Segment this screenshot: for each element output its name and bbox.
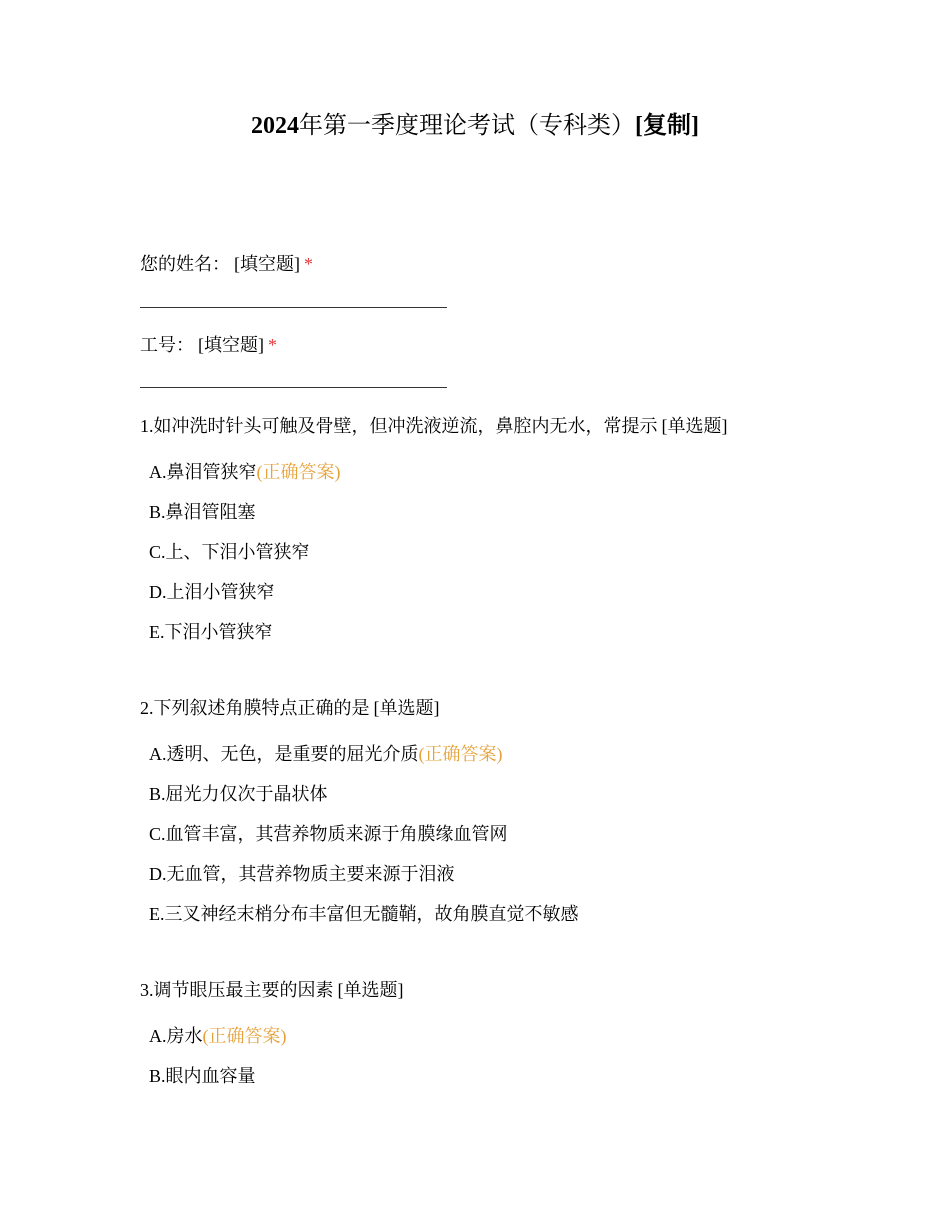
field-type: [填空题] — [198, 335, 264, 355]
option-q3-a[interactable] — [149, 1024, 287, 1048]
option-text: B.屈光力仅次于晶状体 — [149, 784, 328, 804]
option-text: B.鼻泪管阻塞 — [149, 502, 256, 522]
correct-answer-tag: (正确答案) — [202, 1026, 287, 1046]
option-q3-b[interactable] — [149, 1064, 256, 1088]
question-type: [单选题] — [661, 416, 728, 436]
option-q1-d[interactable] — [149, 580, 275, 604]
option-text: E.下泪小管狭窄 — [149, 622, 273, 642]
option-text: A.透明、无色，是重要的屈光介质 — [149, 744, 419, 764]
option-text: A.鼻泪管狭窄 — [149, 462, 257, 482]
option-q1-a[interactable] — [149, 460, 341, 484]
field-label-text: 工号： — [140, 335, 194, 355]
name-field[interactable] — [140, 307, 447, 308]
page-title — [0, 108, 950, 144]
question-text: 2.下列叙述角膜特点正确的是 — [140, 698, 370, 718]
option-text: D.无血管，其营养物质主要来源于泪液 — [149, 864, 455, 884]
question-2 — [140, 696, 440, 720]
option-q1-e[interactable] — [149, 620, 273, 644]
required-mark: * — [268, 335, 277, 355]
correct-answer-tag: (正确答案) — [418, 744, 503, 764]
field-label-text: 您的姓名： — [140, 254, 230, 274]
employee-id-field[interactable] — [140, 387, 447, 388]
option-text: D.上泪小管狭窄 — [149, 582, 275, 602]
title-main: 年第一季度理论考试（专科类） — [299, 113, 635, 139]
option-text: B.眼内血容量 — [149, 1066, 256, 1086]
correct-answer-tag: (正确答案) — [256, 462, 341, 482]
field-type: [填空题] — [234, 254, 300, 274]
option-q2-c[interactable] — [149, 822, 508, 846]
option-q1-b[interactable] — [149, 500, 256, 524]
option-q2-a[interactable] — [149, 742, 503, 766]
question-type: [单选题] — [373, 698, 440, 718]
question-3 — [140, 978, 404, 1002]
option-q2-d[interactable] — [149, 862, 455, 886]
required-mark: * — [304, 254, 313, 274]
question-type: [单选题] — [337, 980, 404, 1000]
option-text: E.三叉神经末梢分布丰富但无髓鞘，故角膜直觉不敏感 — [149, 904, 579, 924]
question-text: 3.调节眼压最主要的因素 — [140, 980, 334, 1000]
title-suffix: [复制] — [635, 113, 699, 139]
option-q2-b[interactable] — [149, 782, 328, 806]
option-text: C.血管丰富，其营养物质来源于角膜缘血管网 — [149, 824, 508, 844]
option-q1-c[interactable] — [149, 540, 310, 564]
option-text: C.上、下泪小管狭窄 — [149, 542, 310, 562]
option-q2-e[interactable] — [149, 902, 579, 926]
option-text: A.房水 — [149, 1026, 203, 1046]
employee-id-field-label — [140, 333, 277, 357]
name-field-label — [140, 252, 313, 276]
title-year: 2024 — [251, 113, 299, 139]
question-1 — [140, 414, 728, 438]
question-text: 1.如冲洗时针头可触及骨壁，但冲洗液逆流，鼻腔内无水，常提示 — [140, 416, 658, 436]
